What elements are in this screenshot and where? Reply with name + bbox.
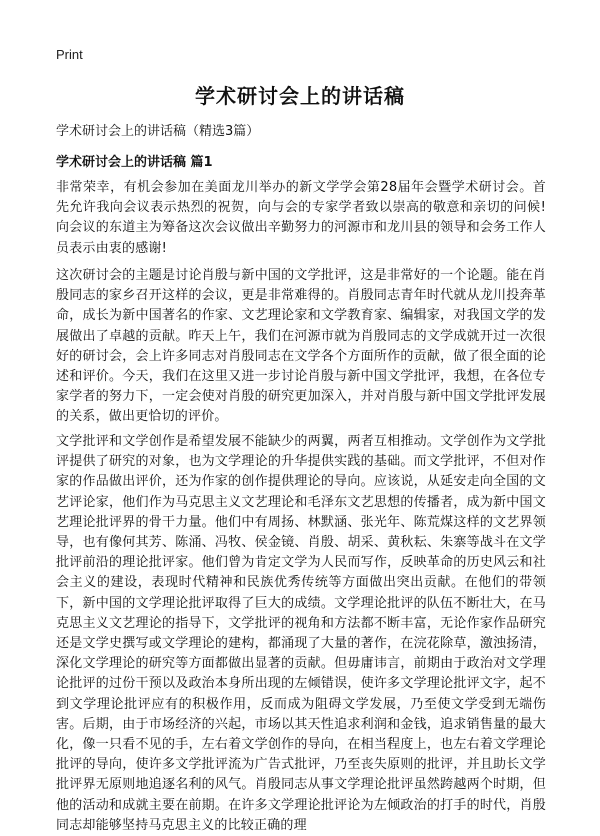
print-link[interactable]: Print — [56, 47, 83, 62]
paragraph-1: 非常荣幸，有机会参加在美面龙川举办的新文学学会第28届年会暨学术研讨会。首先允许我向会议表示热烈的祝贺，向与会的专家学者致以崇高的敬意和亲切的问候!向会议的东道主为筹备这次会议做出辛勤努力的河源市和龙川县的领导和会务工作人员表示由衷的感谢! — [56, 180, 546, 256]
page-title: 学术研讨会上的讲话稿 — [195, 84, 405, 108]
document-subtitle: 学术研讨会上的讲话稿（精选3篇） — [56, 124, 260, 139]
paragraph-3: 文学批评和文学创作是希望发展不能缺少的两翼，两者互相推动。文学创作为文学批评提供了研究的对象，也为文学理论的升华提供实践的基础。而文学批评，不但对作家的作品做出评价，还为作家的创作提供理论的导向。应该说，从延安走向全国的文艺评论家，他们作为马克思主义文艺理论和毛泽东文艺思想的传播者，成为新中国文艺理论批评界的骨干力量。他们中有周扬、林默涵、张光年、陈荒煤这样的文艺界领导，也有像何其芳、陈涌、冯牧、侯金镜、肖殷、胡采、黄秋耘、朱寨等战斗在文学批评前沿的理论批评家。他们曾为肯定文学为人民而写作，反映革命的历史风云和社会主义的建设，表现时代精神和民族优秀传统等方面做出突出贡献。在他们的带领下，新中国的文学理论批评取得了巨大的成绩。文学理论批评的队伍不断壮大，在马克思主义文艺理论的指导下，文学批评的视角和方法都不断丰富，无论作家作品研究还是文学史撰写或文学理论的建构，都涌现了大量的著作，在浣花除草，激浊扬清，深化文学理论的研究等方面都做出显著的贡献。但毋庸讳言，前期由于政治对文学理论批评的过份干预以及政治本身所出现的左倾错误，使许多文学理论批评文字，起不到文学理论批评应有的积极作用，反而成为阻碍文学发展，乃至使文学受到无端伤害。后期，由于市场经济的兴起，市场以其天性追求利润和金钱，追求销售量的最大化，像一只看不见的手，左右着文学创作的导向，在相当程度上，也左右着文学理论批评的导向，使许多文学批评流为广告式批评，乃至丧失原则的批评，并且助长文学批评界无原则地追逐名利的风气。肖殷同志从事文学理论批评虽然跨越两个时期，但他的活动和成就主要在前期。在许多文学理论批评论为左倾政治的打手的时代，肖殷同志却能够坚持马克思主义的比较正确的理 — [56, 434, 546, 833]
section-heading: 学术研讨会上的讲话稿 篇1 — [56, 155, 213, 170]
paragraph-2: 这次研讨会的主题是讨论肖殷与新中国的文学批评，这是非常好的一个论题。能在肖殷同志的家乡召开这样的会议，更是非常难得的。肖殷同志青年时代就从龙川投奔革命，成长为新中国著名的作家、文艺理论家和文学教育家、编辑家，对我国文学的发展做出了卓越的贡献。昨天上午，我们在河源市就为肖殷同志的文学成就开过一次很好的研讨会，会上许多同志对肖殷同志在文学各个方面所作的贡献，做了很全面的论述和评价。今天，我们在这里又进一步讨论肖殷与新中国文学批评，我想，在各位专家学者的努力下，一定会使对肖殷的研究更加深入，并对肖殷与新中国文学批评发展的关系，做出更恰切的评价。 — [56, 268, 546, 425]
